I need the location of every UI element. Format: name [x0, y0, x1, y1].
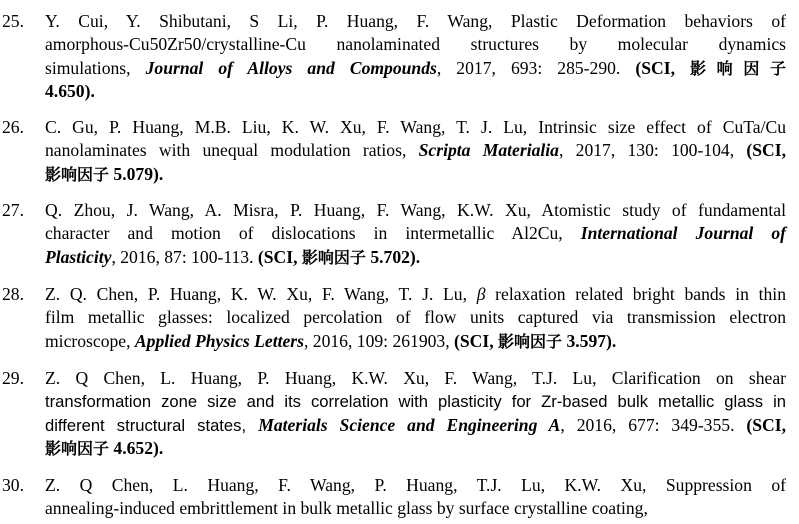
citation-info: 4.650). — [45, 81, 95, 102]
impact-factor-label: 影响因子 — [45, 164, 110, 184]
reference-number: 25. — [2, 11, 24, 31]
impact-factor-label: 影响因子 — [301, 247, 366, 267]
reference-text-run: annealing-induced embrittlement in bulk metallic glass by surface crystalline coating, — [45, 498, 648, 519]
reference-text — [45, 474, 786, 521]
journal-name: International Journal of — [580, 223, 786, 244]
reference-line — [45, 163, 786, 186]
reference-line — [45, 474, 786, 497]
citation-info: (SCI, — [454, 330, 499, 351]
reference-text-run: Z. Q Chen, L. Huang, F. Wang, P. Huang, T.J. Lu, K.W. Xu, Suppression of — [45, 475, 786, 495]
journal-name: Journal of Alloys and Compounds — [145, 57, 437, 78]
citation-info: 5.079). — [109, 163, 164, 184]
reference-text — [45, 116, 786, 186]
journal-name: Plasticity — [45, 246, 112, 267]
reference-line — [45, 116, 786, 139]
reference-number: 30. — [2, 475, 24, 495]
reference-text-run: , 2017, 130: 100-104, — [558, 140, 747, 161]
journal-name: Scripta Materialia — [418, 140, 559, 161]
reference-text-run: film metallic glasses: localized percolation of flow units captured via transmission electron — [45, 307, 786, 328]
reference-line — [45, 306, 786, 329]
reference-line — [45, 80, 786, 103]
reference-line — [45, 497, 786, 520]
reference-line — [45, 367, 786, 390]
impact-factor-label: 影响因子 — [498, 331, 563, 351]
journal-name: Applied Physics Letters — [134, 330, 304, 351]
impact-factor-label: 影响因子 — [690, 58, 786, 78]
reference-text-run: Q. Zhou, J. Wang, A. Misra, P. Huang, F. Wang, K.W. Xu, Atomistic study of fundamental — [45, 200, 786, 220]
citation-info: 4.652). — [109, 438, 164, 459]
symbol-text: β — [476, 284, 486, 304]
reference-number: 29. — [2, 368, 24, 388]
reference-line — [45, 199, 786, 222]
reference-text-run: , 2016, 87: 100-113. — [111, 246, 258, 267]
citation-info: (SCI, — [257, 246, 302, 267]
reference-text-run: , 2016, 109: 261903, — [303, 330, 455, 351]
reference-text-run: Z. Q. Chen, P. Huang, K. W. Xu, F. Wang, T. J. Lu, — [45, 284, 477, 304]
reference-text-run: nanolaminates with unequal modulation ratios, — [45, 140, 419, 161]
reference-number: 26. — [2, 117, 24, 137]
reference-text-run: simulations, — [45, 57, 146, 78]
reference-text-run: amorphous-Cu50Zr50/crystalline-Cu nanolaminated structures by molecular dynamics — [45, 34, 786, 55]
citation-info: 5.702). — [365, 246, 421, 267]
reference-text-run: , 2017, 693: 285-290. — [436, 57, 636, 78]
citation-info: (SCI, — [746, 140, 786, 161]
citation-info: (SCI, — [746, 414, 787, 435]
reference-text-run: , 2016, 677: 349-355. — [560, 414, 747, 435]
journal-name: Materials Science and Engineering A — [258, 414, 561, 435]
reference-line — [45, 139, 786, 162]
reference-text-run: Y. Cui, Y. Shibutani, S Li, P. Huang, F. Wang, Plastic Deformation behaviors of — [45, 11, 786, 31]
reference-line — [45, 283, 786, 306]
citation-info: 3.597). — [562, 330, 617, 351]
reference-line — [45, 222, 786, 245]
reference-line — [45, 33, 786, 56]
reference-line — [45, 57, 786, 80]
impact-factor-label: 影响因子 — [45, 439, 110, 459]
reference-line — [45, 10, 786, 33]
reference-text-run: different structural states, — [45, 415, 259, 435]
reference-text — [45, 199, 786, 269]
reference-text — [45, 367, 786, 461]
reference-text-run: microscope, — [45, 330, 135, 351]
reference-line — [45, 437, 786, 460]
reference-text — [45, 283, 786, 353]
reference-line — [45, 246, 786, 269]
reference-text-run: C. Gu, P. Huang, M.B. Liu, K. W. Xu, F. Wang, T. J. Lu, Intrinsic size effect of CuTa/Cu — [45, 117, 786, 137]
reference-number: 27. — [2, 200, 24, 220]
reference-text-run: transformation zone size and its correlation with plasticity for Zr-based bulk metallic glass in — [45, 392, 786, 412]
reference-line — [45, 414, 786, 437]
reference-text — [45, 10, 786, 104]
reference-line — [45, 330, 786, 353]
citation-info: (SCI, — [635, 57, 691, 78]
reference-text-run: relaxation related bright bands in thin — [485, 284, 786, 304]
reference-text-run: Z. Q Chen, L. Huang, P. Huang, K.W. Xu, F. Wang, T.J. Lu, Clarification on shear — [45, 368, 786, 388]
reference-line — [45, 390, 786, 413]
reference-number: 28. — [2, 284, 24, 304]
reference-text-run: character and motion of dislocations in intermetallic Al2Cu, — [45, 223, 581, 244]
